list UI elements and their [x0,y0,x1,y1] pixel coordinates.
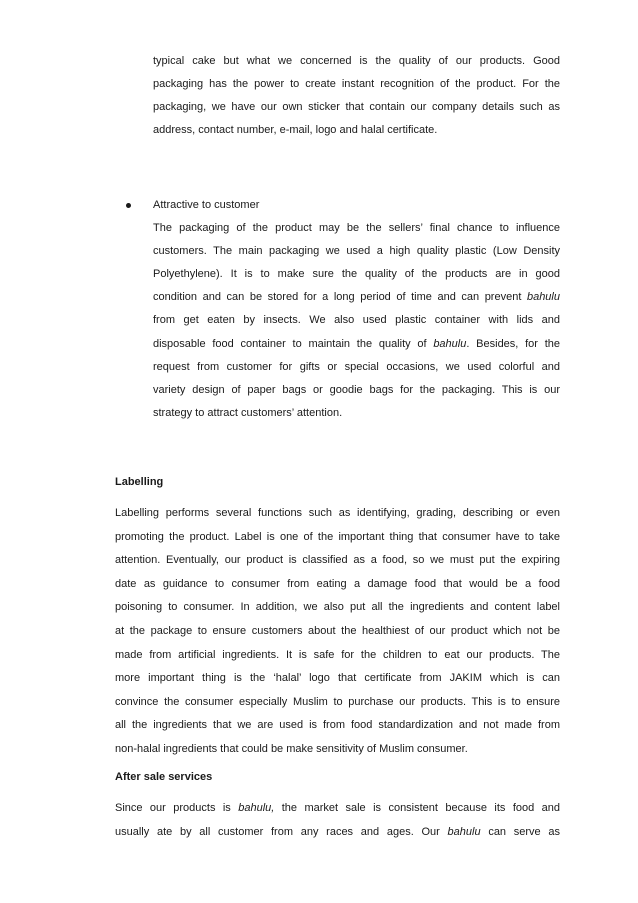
paragraph-line: Labelling performs several functions such as identifying, grading, describing or even [115,507,560,519]
paragraph-line: poisoning to consumer. In addition, we also put all the ingredients and content label [115,601,560,614]
packaging-paragraph [153,50,560,142]
italic-term: bahulu [447,825,481,838]
paragraph-line: packaging has the power to create instant recognition of the product. For the [153,78,560,91]
paragraph-line [153,286,560,309]
bullet-dot-icon [126,203,131,208]
paragraph-line: from get eaten by insects. We also used plastic container with lids and [153,314,560,327]
paragraph-line: packaging, we have our own sticker that contain our company details such as [153,101,560,114]
italic-term: bahulu [526,291,560,304]
paragraph-line: more important thing is the ‘halal’ logo that certificate from JAKIM which is can [115,672,560,685]
paragraph-line: non-halal ingredients that could be make sensitivity of Muslim consumer. [115,742,468,755]
paragraph-line: customers. The main packaging we used a high quality plastic (Low Density [153,245,560,258]
bullet-title: Attractive to customer [153,199,260,211]
text-run: usually ate by all customer from any races and ages. Our [115,825,448,838]
italic-term: bahulu, [238,802,275,814]
paragraph-line: Polyethylene). It is to make sure the quality of the products are in good [153,268,560,281]
text-run: disposable food container to maintain the quality of [153,337,434,350]
paragraph-line: typical cake but what we concerned is the quality of our products. Good [153,55,560,67]
text-run: . Besides, for the [466,337,560,350]
labelling-heading: Labelling [115,476,164,488]
text-run: the market sale is consistent because its food and [274,802,560,814]
paragraph-line: request from customer for gifts or special occasions, we used colorful and [153,360,560,373]
text-run: Since our products is [115,802,239,814]
labelling-paragraph [115,502,560,762]
paragraph-line: address, contact number, e-mail, logo and halal certificate. [153,124,438,137]
text-run: condition and can be stored for a long period of time and can prevent [153,291,527,304]
paragraph-line: variety design of paper bags or goodie bags for the packaging. This is our [153,383,560,396]
after-sale-heading: After sale services [115,771,213,783]
paragraph-line [153,333,560,356]
paragraph-line: convince the consumer especially Muslim to purchase our products. This is to ensure [115,695,560,708]
paragraph-line: strategy to attract customers’ attention. [153,406,343,419]
paragraph-line: all the ingredients that we are used is from food standardization and not made from [115,719,560,732]
paragraph-line: date as guidance to consumer from eating a damage food that would be a food [115,577,560,590]
after-sale-paragraph [115,797,560,844]
paragraph-line [115,797,560,821]
paragraph-line [115,821,560,845]
paragraph-line: The packaging of the product may be the sellers’ final chance to influence [153,222,560,235]
text-run: can serve as [480,825,561,838]
paragraph-line: at the package to ensure customers about the healthiest of our product which not be [115,624,560,637]
attractive-bullet-section [153,194,560,425]
paragraph-line: made from artificial ingredients. It is safe for the children to eat our products. The [115,648,560,661]
paragraph-line: attention. Eventually, our product is classified as a food, so we must put the expiring [115,554,560,567]
italic-term: bahulu [433,337,467,350]
paragraph-line: promoting the product. Label is one of the important thing that consumer have to take [115,530,560,543]
